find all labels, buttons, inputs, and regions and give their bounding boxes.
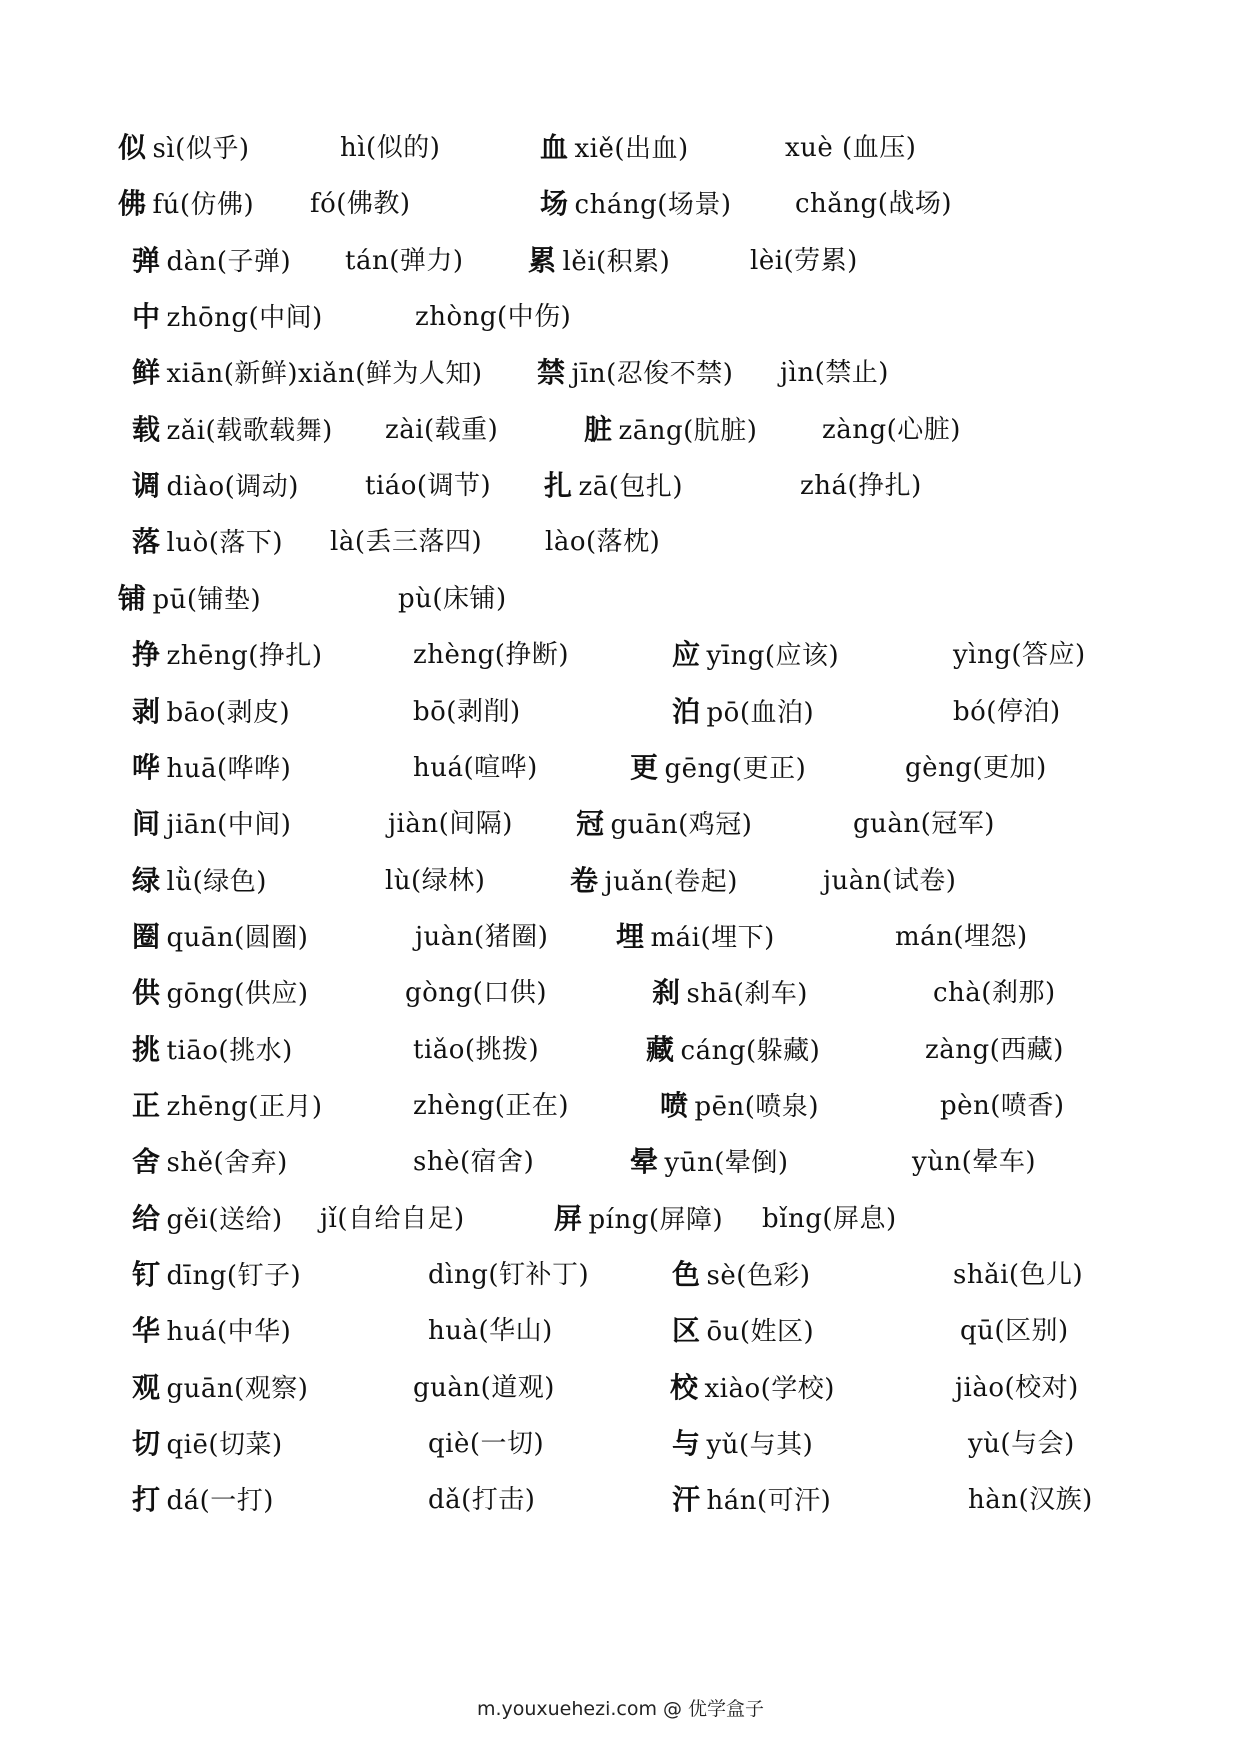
reading-entry [554, 1199, 723, 1240]
reading-entry [398, 579, 507, 619]
reading-entry [528, 241, 670, 282]
pinyin-with-example: shè(宿舍) [413, 1147, 535, 1178]
pinyin-with-example: hì(似的) [340, 133, 441, 163]
pinyin-with-example: jiān(中间) [166, 810, 292, 841]
footer-watermark: m.youxuehezi.com @ 优学盒子 [476, 1698, 765, 1720]
reading-entry [132, 1142, 288, 1183]
polyphone-character: 铺 [118, 581, 147, 615]
reading-entry [762, 1199, 897, 1239]
pinyin-with-example: qiē(切菜) [166, 1430, 283, 1461]
pinyin-with-example: huá(喧哗) [413, 752, 538, 783]
polyphone-character: 切 [132, 1427, 161, 1461]
entry-row [0, 1255, 1241, 1295]
pinyin-with-example: zā(包扎) [578, 472, 684, 503]
polyphone-character: 汗 [672, 1483, 701, 1517]
reading-entry [670, 1368, 835, 1409]
entry-row [0, 861, 1241, 901]
reading-entry [428, 1255, 589, 1295]
entry-row [0, 1424, 1241, 1464]
pinyin-with-example: chà(刹那) [933, 978, 1056, 1009]
reading-entry [955, 1368, 1079, 1408]
reading-entry [413, 1086, 569, 1126]
pinyin-with-example: hàn(汉族) [968, 1485, 1093, 1516]
polyphone-character: 剥 [132, 694, 161, 728]
pinyin-with-example: qū(区别) [960, 1316, 1069, 1347]
pinyin-with-example: zàng(心脏) [822, 414, 961, 445]
pinyin-with-example: xiě(出血) [574, 134, 689, 164]
pinyin-with-example: zài(载重) [385, 414, 499, 445]
reading-entry [853, 804, 995, 844]
pinyin-with-example: zhèng(正在) [413, 1090, 570, 1121]
polyphone-character: 色 [672, 1258, 701, 1291]
reading-entry [132, 410, 333, 451]
reading-entry [413, 1030, 539, 1070]
entry-row [0, 804, 1241, 844]
pinyin-with-example: zhá(挣扎) [800, 471, 922, 502]
reading-entry [132, 1255, 301, 1296]
reading-entry [672, 1480, 831, 1521]
polyphone-character: 血 [540, 131, 569, 164]
polyphone-character: 华 [132, 1314, 161, 1348]
reading-entry [785, 128, 916, 168]
reading-entry [132, 1199, 283, 1240]
pinyin-with-example: juàn(试卷) [823, 865, 957, 896]
pinyin-with-example: jǐ(自给自足) [320, 1203, 465, 1234]
pinyin-with-example: tán(弹力) [345, 245, 464, 276]
reading-entry [132, 804, 291, 845]
pinyin-with-example: lèi(劳累) [750, 245, 858, 276]
polyphone-character: 扎 [544, 469, 573, 503]
pinyin-with-example: zǎi(载歌载舞) [166, 415, 333, 446]
entry-row [0, 522, 1241, 562]
reading-entry [132, 692, 290, 733]
reading-entry [413, 1142, 534, 1182]
pinyin-with-example: tiáo(调节) [365, 471, 492, 502]
reading-entry [413, 1368, 555, 1408]
reading-entry [570, 861, 738, 902]
reading-entry [750, 241, 858, 281]
pinyin-with-example: lào(落枕) [545, 527, 661, 558]
reading-entry [413, 692, 521, 732]
pinyin-with-example: dàn(子弹) [166, 246, 292, 277]
reading-entry [823, 861, 956, 901]
pinyin-with-example: chǎng(战场) [795, 189, 952, 220]
pinyin-with-example: jiàn(间隔) [388, 809, 513, 840]
pinyin-with-example: pū(铺垫) [152, 584, 262, 615]
pinyin-with-example: zhēng(正月) [166, 1091, 323, 1122]
entry-row [0, 692, 1241, 732]
pinyin-with-example: tiǎo(挑拨) [413, 1034, 540, 1065]
pinyin-with-example: mán(埋怨) [895, 921, 1028, 952]
entry-row [0, 297, 1241, 337]
reading-entry [413, 748, 538, 788]
pinyin-with-example: pù(床铺) [398, 583, 507, 614]
pinyin-with-example: mái(埋下) [650, 922, 775, 953]
reading-entry [132, 466, 299, 507]
pinyin-with-example: shǎi(色儿) [953, 1260, 1084, 1290]
pinyin-with-example: xiān(新鲜)xiǎn(鲜为人知) [166, 359, 483, 390]
pinyin-with-example: pō(血泊) [706, 697, 815, 728]
reading-entry [660, 1086, 819, 1127]
pinyin-with-example: yīng(应该) [706, 641, 840, 672]
pinyin-with-example: sì(似乎) [152, 134, 250, 164]
reading-entry [960, 1311, 1069, 1351]
pinyin-with-example: dá(一打) [166, 1486, 274, 1517]
pinyin-with-example: gèng(更加) [905, 752, 1047, 783]
pinyin-with-example: fó(佛教) [310, 189, 411, 220]
polyphone-character: 给 [132, 1201, 161, 1235]
pinyin-with-example: lǜ(绿色) [166, 866, 267, 897]
reading-entry [895, 917, 1028, 957]
pinyin-with-example: là(丢三落四) [330, 527, 483, 558]
entry-row [0, 1086, 1241, 1126]
polyphone-character: 哗 [132, 750, 161, 784]
polyphone-character: 打 [132, 1483, 161, 1517]
polyphone-character: 冠 [576, 807, 605, 841]
reading-entry [428, 1311, 553, 1351]
polyphone-character: 与 [672, 1427, 701, 1461]
pinyin-with-example: zhēng(挣扎) [166, 641, 323, 672]
pinyin-with-example: yùn(晕车) [912, 1147, 1036, 1178]
pinyin-with-example: luò(落下) [166, 528, 284, 559]
reading-entry [132, 861, 267, 902]
pinyin-with-example: xuè (血压) [785, 133, 917, 163]
reading-entry [672, 1255, 811, 1296]
polyphone-character: 间 [132, 807, 161, 841]
pinyin-with-example: cháng(场景) [574, 190, 732, 221]
pinyin-with-example: bō(剥削) [413, 696, 521, 727]
reading-entry [540, 184, 732, 225]
pinyin-with-example: fú(仿佛) [152, 190, 255, 221]
reading-entry [933, 973, 1056, 1013]
polyphone-character: 喷 [660, 1088, 689, 1122]
polyphone-character: 绿 [132, 863, 161, 897]
reading-entry [968, 1424, 1075, 1464]
entry-row [0, 1199, 1241, 1239]
pinyin-with-example: pèn(喷香) [940, 1090, 1065, 1121]
reading-entry [132, 1424, 283, 1465]
pinyin-with-example: gěi(送给) [166, 1204, 283, 1235]
reading-entry [132, 917, 308, 958]
reading-entry [672, 635, 839, 676]
pinyin-with-example: yìng(答应) [953, 640, 1086, 671]
reading-entry [795, 184, 952, 224]
reading-entry [415, 297, 571, 337]
reading-entry [365, 466, 491, 506]
entry-row [0, 466, 1241, 506]
pinyin-with-example: zhèng(挣断) [413, 640, 570, 671]
entry-row [0, 1311, 1241, 1351]
pinyin-with-example: bó(停泊) [953, 696, 1061, 727]
polyphone-character: 供 [132, 976, 161, 1010]
polyphone-character: 累 [528, 243, 557, 277]
reading-entry [132, 748, 291, 789]
reading-entry [413, 635, 569, 675]
pinyin-with-example: zhōng(中间) [166, 303, 323, 334]
reading-entry [912, 1142, 1036, 1182]
polyphone-character: 刹 [652, 976, 681, 1010]
pinyin-with-example: zàng(西藏) [925, 1034, 1064, 1065]
reading-entry [340, 128, 440, 168]
polyphone-character: 埋 [616, 919, 645, 953]
reading-entry [672, 692, 814, 733]
pinyin-with-example: shě(舍弃) [166, 1148, 288, 1179]
pinyin-with-example: píng(屏障) [588, 1204, 724, 1235]
pinyin-with-example: shā(刹车) [686, 979, 808, 1010]
polyphone-character: 挑 [132, 1032, 161, 1066]
polyphone-character: 应 [672, 638, 701, 672]
reading-entry [630, 748, 806, 789]
pinyin-with-example: cáng(躲藏) [680, 1035, 821, 1066]
polyphone-character: 佛 [118, 187, 147, 221]
pinyin-with-example: qiè(一切) [428, 1429, 545, 1460]
pinyin-with-example: lù(绿林) [385, 865, 486, 896]
polyphone-character: 区 [672, 1314, 701, 1348]
pinyin-with-example: bǐng(屏息) [762, 1203, 897, 1234]
pinyin-with-example: huà(华山) [428, 1316, 553, 1347]
polyphone-character: 似 [118, 131, 147, 164]
pinyin-with-example: dǎ(打击) [428, 1485, 536, 1516]
pinyin-with-example: gòng(口供) [405, 978, 547, 1009]
entry-row [0, 410, 1241, 450]
reading-entry [345, 241, 463, 281]
polyphone-character: 落 [132, 525, 161, 559]
reading-entry [672, 1424, 813, 1465]
polyphone-character: 中 [132, 300, 161, 334]
entry-row [0, 748, 1241, 788]
reading-entry [630, 1142, 788, 1183]
reading-entry [576, 804, 752, 845]
pinyin-with-example: pēn(喷泉) [694, 1091, 820, 1122]
reading-entry [968, 1480, 1093, 1520]
polyphone-character: 泊 [672, 694, 701, 728]
pinyin-with-example: yǔ(与其) [706, 1430, 814, 1461]
entry-row [0, 353, 1241, 393]
reading-entry [132, 522, 283, 563]
polyphone-character: 载 [132, 412, 161, 446]
polyphone-character: 脏 [584, 412, 613, 446]
reading-entry [320, 1199, 465, 1239]
reading-entry [672, 1311, 814, 1352]
polyphone-character: 校 [670, 1370, 699, 1404]
reading-entry [132, 241, 291, 282]
reading-entry [544, 466, 683, 507]
pinyin-with-example: gēng(更正) [664, 753, 807, 784]
pinyin-with-example: gōng(供应) [166, 979, 309, 1010]
reading-entry [132, 1030, 293, 1071]
pinyin-with-example: zhòng(中伤) [415, 302, 572, 333]
reading-entry [428, 1480, 535, 1520]
reading-entry [428, 1424, 544, 1464]
pinyin-with-example: tiāo(挑水) [166, 1035, 293, 1066]
pinyin-with-example: huá(中华) [166, 1317, 292, 1348]
polyphone-character: 鲜 [132, 356, 161, 390]
entry-row [0, 579, 1241, 619]
entry-row [0, 1030, 1241, 1070]
pinyin-with-example: dīng(钉子) [166, 1261, 302, 1291]
reading-entry [822, 410, 961, 450]
entry-row [0, 1142, 1241, 1182]
pinyin-with-example: guàn(冠军) [853, 809, 995, 840]
pinyin-with-example: sè(色彩) [706, 1261, 811, 1291]
pinyin-with-example: juàn(猪圈) [415, 921, 549, 952]
polyphone-character: 挣 [132, 638, 161, 672]
reading-entry [415, 917, 548, 957]
polyphone-character: 禁 [537, 356, 566, 390]
pinyin-with-example: jīn(忍俊不禁) [571, 359, 734, 390]
polyphone-character: 屏 [554, 1201, 583, 1235]
reading-entry [132, 635, 323, 676]
polyphone-character: 正 [132, 1088, 161, 1122]
pinyin-with-example: guān(鸡冠) [610, 810, 753, 841]
polyphone-character: 圈 [132, 919, 161, 953]
reading-entry [330, 522, 482, 562]
polyphone-character: 更 [630, 750, 659, 784]
reading-entry [385, 410, 498, 450]
reading-entry [405, 973, 547, 1013]
reading-entry [652, 973, 808, 1014]
reading-entry [132, 1368, 308, 1409]
polyphone-character: 调 [132, 469, 161, 503]
reading-entry [953, 692, 1061, 732]
entry-row [0, 241, 1241, 281]
pinyin-with-example: dìng(钉补丁) [428, 1260, 590, 1290]
reading-entry [310, 184, 411, 224]
pinyin-with-example: jìn(禁止) [780, 358, 889, 389]
pinyin-with-example: guān(观察) [166, 1373, 309, 1404]
polyphone-character: 弹 [132, 243, 161, 277]
reading-entry [388, 804, 513, 844]
pinyin-with-example: diào(调动) [166, 472, 299, 503]
reading-entry [118, 184, 254, 225]
pinyin-with-example: hán(可汗) [706, 1486, 832, 1517]
reading-entry [385, 861, 485, 901]
pinyin-with-example: bāo(剥皮) [166, 697, 291, 728]
reading-entry [800, 466, 922, 506]
reading-entry [584, 410, 757, 451]
entry-row [0, 1368, 1241, 1408]
reading-entry [540, 128, 689, 169]
reading-entry [132, 297, 323, 338]
polyphone-character: 卷 [570, 863, 599, 897]
pinyin-with-example: guàn(道观) [413, 1372, 555, 1403]
polyphone-character: 观 [132, 1370, 161, 1404]
entry-row [0, 1480, 1241, 1520]
reading-entry [940, 1086, 1065, 1126]
reading-entry [646, 1030, 820, 1071]
pinyin-with-example: yūn(晕倒) [664, 1148, 789, 1179]
pinyin-with-example: lěi(积累) [562, 246, 671, 277]
pinyin-with-example: jiào(校对) [955, 1372, 1079, 1403]
reading-entry [118, 579, 261, 620]
polyphone-character: 场 [540, 187, 569, 221]
reading-entry [537, 353, 733, 394]
entry-row [0, 184, 1241, 224]
reading-entry [925, 1030, 1064, 1070]
reading-entry [780, 353, 889, 393]
reading-entry [953, 1255, 1083, 1295]
reading-entry [132, 1480, 274, 1521]
reading-entry [953, 635, 1086, 675]
reading-entry [132, 973, 309, 1014]
pinyin-with-example: xiào(学校) [704, 1373, 835, 1404]
entry-row [0, 973, 1241, 1013]
reading-entry [616, 917, 775, 958]
entry-row [0, 635, 1241, 675]
polyphone-character: 舍 [132, 1145, 161, 1179]
polyphone-character: 钉 [132, 1258, 161, 1291]
pinyin-with-example: ōu(姓区) [706, 1317, 815, 1348]
reading-entry [118, 128, 249, 169]
pinyin-with-example: zāng(肮脏) [618, 415, 758, 446]
polyphone-character: 晕 [630, 1145, 659, 1179]
pinyin-with-example: juǎn(卷起) [604, 866, 738, 897]
entry-row [0, 128, 1241, 168]
reading-entry [132, 1311, 291, 1352]
polyphone-character: 藏 [646, 1032, 675, 1066]
pinyin-with-example: huā(哗哗) [166, 753, 292, 784]
reading-entry [545, 522, 660, 562]
pinyin-with-example: quān(圆圈) [166, 922, 309, 953]
entry-row [0, 917, 1241, 957]
reading-entry [132, 1086, 323, 1127]
reading-entry [132, 353, 483, 394]
reading-entry [905, 748, 1047, 788]
pinyin-with-example: yù(与会) [968, 1429, 1075, 1460]
